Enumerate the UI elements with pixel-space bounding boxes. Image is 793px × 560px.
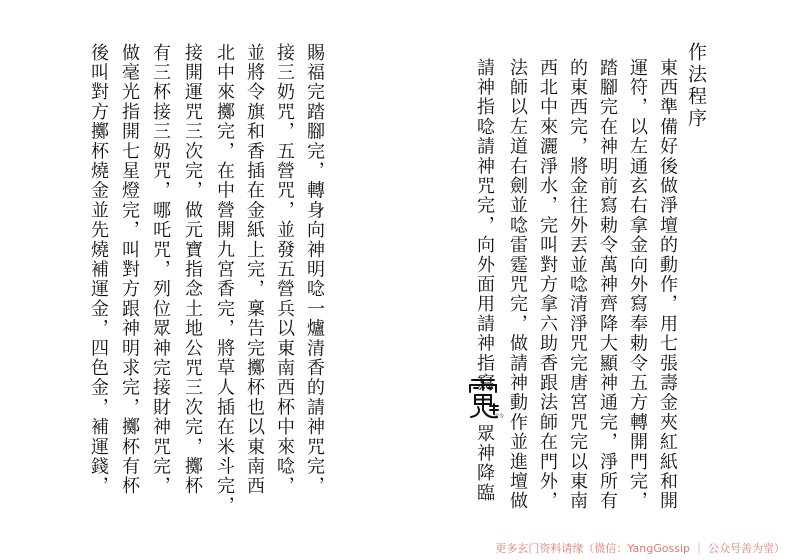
- text-column: 賜福完踏腳完，轉身向神明唸一爐清香的請神咒完，: [304, 43, 325, 497]
- text-column: 的東西完，將金往外丟並唸清淨咒完唐宮咒完以東南: [567, 58, 588, 512]
- text-column: 後叫對方擲杯燒金並先燒補運金，四色金，補運錢，: [88, 43, 109, 497]
- talisman-label: 雷令: [494, 414, 505, 420]
- text-column: 接三奶咒，五營咒，並發五營兵以東南西杯中來唸，: [274, 43, 295, 497]
- text-column: 並將令旗和香插在金紙上完，稟告完擲杯也以東南西: [244, 43, 265, 497]
- text-column: 踏腳完在神明前寫勅令萬神齊降大顯神通完，淨所有: [597, 58, 618, 512]
- watermark-footer: 更多玄门资料请缘（微信：YangGossip ｜ 公众号善为堂）: [495, 542, 785, 555]
- text-column: 請神指唸請神咒完，向外面用請神指寫: [474, 58, 495, 393]
- text-column: 法師以左道右劍並唸雷霆咒完，做請神動作並進壇做: [507, 58, 528, 512]
- text-column: 東西準備好後做淨壇的動作，用七張壽金夾紅紙和開: [657, 58, 678, 512]
- text-column: 做毫光指開七星燈完，叫對方跟神明求完，擲杯有杯: [119, 43, 140, 497]
- text-column: 西北中來灑淨水，完叫對方拿六助香跟法師在門外，: [537, 58, 558, 512]
- text-column: 眾神降臨: [474, 424, 495, 503]
- text-column: 北中來擲完，在中營開九宮香完，將草人插在米斗完，: [214, 43, 235, 516]
- text-column: 接開運咒三次完，做元寶指念土地公咒三次完，擲杯: [182, 43, 203, 497]
- text-column: 有三杯接三奶咒，哪吒咒，列位眾神完接財神咒完，: [150, 43, 171, 497]
- text-column: 運符，以左通玄右拿金向外寫奉勅令五方轉開門完，: [627, 58, 648, 512]
- thunder-talisman-icon: [466, 376, 505, 420]
- section-heading: 作法程序: [685, 42, 707, 130]
